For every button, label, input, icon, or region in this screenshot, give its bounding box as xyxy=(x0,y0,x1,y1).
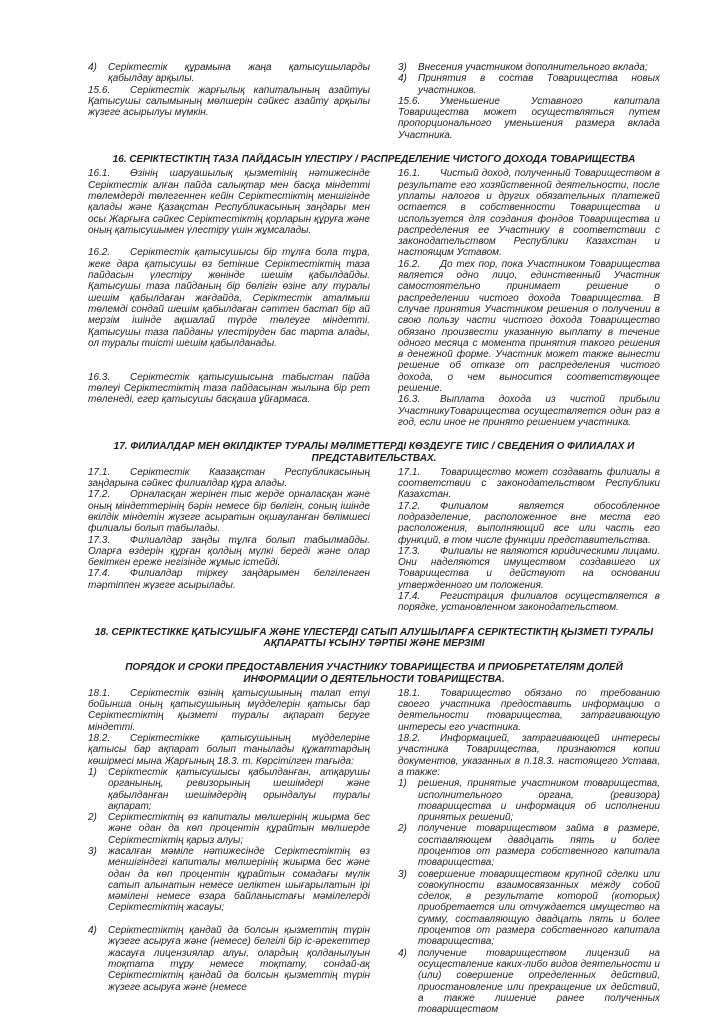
list-item xyxy=(88,812,370,846)
clause-text: Товарищество обязано по требованию своего участника предоставить информацию о деятельности товарищества, затрагивающую интересы его участника. xyxy=(398,687,660,733)
list-item xyxy=(398,948,660,1016)
clause-number: 17.3. xyxy=(88,534,111,546)
section-heading: 16. СЕРІКТЕСТІКТІҢ ТАЗА ПАЙДАСЫН ҮЛЕСТІРУ / РАСПРЕДЕЛЕНИЕ ЧИСТОГО ДОХОДА ТОВАРИЩЕСТВА xyxy=(112,154,636,166)
numbered-paragraph xyxy=(88,688,370,733)
numbered-paragraph xyxy=(398,591,660,614)
numbered-paragraph xyxy=(88,489,370,534)
two-column-row xyxy=(88,168,660,428)
clause-text: Орналасқан жерінен тыс жерде орналасқан және оның міндеттерінің бәрін немесе бір бөлігін, соның ішінде өкілдік міндетін жүзеге асыратын оқшауланған бөлімшесі филиалы болып табылады. xyxy=(88,489,370,535)
list-item xyxy=(398,869,660,948)
clause-text: Филиалдар заңды тұлға болып табылмайды. Оларға өздерін құрған қолдың мүлкі береді және олар бекіткен ереже негізінде жұмыс істейді. xyxy=(88,534,370,569)
clause-number: 4) xyxy=(88,62,97,73)
clause-number: 2) xyxy=(398,823,407,835)
clause-text: Филиалы не являются юридическими лицами. Они наделяются имуществом создавшего их Товарищества и действуют на основании утвержденного им положения. xyxy=(398,545,660,591)
numbered-paragraph xyxy=(88,247,370,349)
clause-number: 16.1. xyxy=(398,168,421,180)
clause-number: 16.2. xyxy=(88,247,111,259)
clause-number: 15.6. xyxy=(398,95,421,107)
list-item xyxy=(88,846,370,914)
list-item xyxy=(398,73,660,96)
numbered-paragraph xyxy=(398,394,660,428)
clause-text: Товарищество может создавать филиалы в соответствии с законодательством Республики Казахстан. xyxy=(398,466,660,501)
russian-column xyxy=(398,467,660,614)
russian-column xyxy=(398,688,660,1016)
clause-text: Уменьшение Уставного капитала Товарищества может осуществляться путем пропорционального уменьшения размера вклада Участника. xyxy=(398,95,660,141)
russian-column xyxy=(398,168,660,428)
clause-text: совершение товариществом крупной сделки или совокупности взаимосвязанных между собой сделок, в результате которой (которых) приобретается или отчуждается имущество на сумму, составляющую двадцать пять и более процентов от размера собственного капитала товарищества; xyxy=(418,868,660,948)
clause-number: 1) xyxy=(398,778,407,790)
clause-text: получение товариществом лицензий на осуществление каких-либо видов деятельности и (или) совершение определенных действий, приостановление или прекращение их действий, а также лишение ранее полученных товариществом xyxy=(418,947,660,1016)
clause-number: 16.2. xyxy=(398,258,421,270)
kazakh-column xyxy=(88,688,370,993)
clause-number: 16.3. xyxy=(398,394,421,406)
clause-number: 16.1. xyxy=(88,168,111,180)
list-item xyxy=(398,823,660,868)
list-item xyxy=(398,778,660,823)
clause-text: Выплата дохода из чистой прибыли УчастникуТоварищества осуществляется один раз в год, если иное не принято решением участника. xyxy=(398,394,660,428)
two-column-row xyxy=(88,467,660,614)
numbered-paragraph xyxy=(88,568,370,591)
kazakh-column xyxy=(88,467,370,591)
clause-number: 18.2. xyxy=(88,733,111,745)
clause-number: 17.1. xyxy=(398,466,421,478)
clause-text: Серіктестік жарғылық капиталының азайтуы Қатысушы салымының мөлшерін сәйкес азайту арқылы жүзеге асырылуы мүмкін. xyxy=(88,84,370,119)
russian-column xyxy=(398,62,660,141)
clause-text: Серіктестік қатысушысы қабылданған, атқарушы органының, ревизорының шешімдері және қабылданған шешімдердің орындалуы туралы ақпарат; xyxy=(108,766,370,812)
numbered-paragraph xyxy=(88,733,370,767)
section-heading: ПОРЯДОК И СРОКИ ПРЕДОСТАВЛЕНИЯ УЧАСТНИКУ ТОВАРИЩЕСТВА И ПРИОБРЕТАТЕЛЯМ ДОЛЕЙ ИНФОРМАЦИИ О ДЕЯТЕЛЬНОСТИ ТОВАРИЩЕСТВА. xyxy=(125,662,623,685)
clause-text: Серіктестікке қатысушының мүдделеріне қатысы бар ақпарат болып танылады құжаттардың көшірмесі мына Жарғының 18.3. т. Көрсітілген тағыда: xyxy=(88,733,370,767)
numbered-paragraph xyxy=(88,85,370,119)
list-item xyxy=(88,62,370,85)
numbered-paragraph xyxy=(88,372,370,406)
clause-text: Өзінің шаруашылық қызметінің нәтижесінде Серіктестік алған пайда салықтар мен басқа міндетті төлемдерді төлегеннен кейін Серіктестіктің меншігінде қалады және Қазақстан Республикасының заңдары мен осы Жарғыға сәйкес Серіктестіктің қорларын құруға және оның қатысушымен үлестіру үшін жұмсалады. xyxy=(88,168,370,236)
clause-text: Серіктестіктің өз капиталы мөлшерінің жиырма бес және одан да көп процентін құрайтын мөлшерде Серіктестіктің қарыз алуы; xyxy=(108,812,370,846)
clause-number: 16.3. xyxy=(88,371,111,383)
clause-text: Серіктестік өзінің қатысушының талап етуі бойынша оның қатысушының мүдделерін қатысы бар Серіктестіктің қызметі туралы ақпарат беруге міндетті. xyxy=(88,687,370,733)
numbered-paragraph xyxy=(398,546,660,591)
clause-text: Чистый доход, полученный Товариществом в результате его хозяйственной деятельности, после уплаты налогов и других обязательных платежей остается в собственности Товарищества и используется для создания фондов Товарищества и распределения ее Участнику в соответствии с законодательством Республики Казахстан и настоящим Уставом. xyxy=(398,168,660,259)
clause-text: Филиалом является обособленное подразделение, расположенное вне места его расположения, выполняющий все или часть его функций, в том числе функции представительства. xyxy=(398,500,660,546)
two-column-row xyxy=(88,62,660,141)
clause-text: Серіктестік құрамына жаңа қатысушыларды қабылдау арқылы. xyxy=(108,62,370,85)
clause-number: 17.4. xyxy=(88,568,111,580)
clause-text: Принятия в состав Товарищества новых участников. xyxy=(418,73,660,96)
clause-number: 17.3. xyxy=(398,545,421,557)
numbered-paragraph xyxy=(398,688,660,733)
kazakh-column xyxy=(88,62,370,118)
clause-number: 17.2. xyxy=(398,500,421,512)
clause-number: 17.1. xyxy=(88,466,111,478)
clause-number: 17.2. xyxy=(88,489,111,501)
numbered-paragraph xyxy=(88,467,370,490)
numbered-paragraph xyxy=(398,168,660,258)
clause-number: 18.2. xyxy=(398,733,421,745)
clause-number: 18.1. xyxy=(398,687,421,699)
clause-number: 15.6. xyxy=(88,84,111,96)
clause-text: Информацией, затрагивающей интересы участника Товарищества, признаются копии документов, указанных в п.18.3. настоящего Устава, а также: xyxy=(398,733,660,778)
clause-number: 4) xyxy=(398,947,407,959)
clause-text: Регистрация филиалов осуществляется в порядке, установленном законодательством. xyxy=(398,591,660,614)
clause-number: 1) xyxy=(88,766,97,778)
clause-text: Серіктестік қатысушысына табыстан пайда төлеуі Серіктестіктің таза пайдасынан жылына бір рет төленеді, егер қатысушы басқаша ұйғармаса. xyxy=(88,371,370,406)
clause-number: 17.4. xyxy=(398,591,421,603)
clause-text: До тех пор, пока Участником Товарищества является одно лицо, единственный Участник самостоятельно принимает решение о распределении чистого дохода Товарищества. В случае принятия Участником решения о получении в свою пользу части чистого дохода Товарищество обязано произвести указанную выплату в течение одного месяца с момента принятия такого решения в денежной форме. Участник может также вынести решение об отказе от распределения чистого дохода, о чем выносится соответствующее решение. xyxy=(398,258,660,395)
clause-text: Филиалдар тіркеу заңдарымен белгіленген тәртіппен жүзеге асырылады. xyxy=(88,568,370,591)
numbered-paragraph xyxy=(398,467,660,501)
clause-number: 3) xyxy=(398,868,407,880)
numbered-paragraph xyxy=(398,259,660,395)
clause-text: Серіктестіктің қандай да болсын қызметтің түрін жүзеге асыруға және (немесе) белгілі бір іс-әрекеттер жасауға лицензиялар алуы, олардың қолданылуын тоқтата тұру немесе тоқтату, сондай-ақ Серіктестіктің қандай да болсын қызметтің түрін жүзеге асыруға және (немесе xyxy=(108,925,370,993)
section-heading: 17. ФИЛИАЛДАР МЕН ӨКІЛДІКТЕР ТУРАЛЫ МӘЛІМЕТТЕРДІ КӨЗДЕУГЕ ТИІС / СВЕДЕНИЯ О ФИЛИАЛАХ И ПРЕДСТАВИТЕЛЬСТВАХ. xyxy=(113,441,635,464)
clause-text: получение товариществом займа в размере, составляющем двадцать пять и более процентов от размера собственного капитала товарищества; xyxy=(418,823,660,869)
clause-text: жасалған мәміле нәтижесінде Серіктестіктің өз меншігіндегі капиталы мөлшерінің жиырма бес және одан да көп процентін құрайтын сомадағы мүлік сатып алынатын немесе иеліктен шығарылатын ірі мәмілені немесе өзара байланыстағы мәмілелерді Серіктестіктің жасауы; xyxy=(108,846,370,914)
clause-text: Серіктестік қатысушысы бір тұлға бола тұра, жеке дара қатысушы өз бетінше Серіктестіктің таза пайдасын үлестіру жөнінде шешім қабылдайды. Қатысушы таза пайданың бір бөлігін өзіне алу туралы шешім қабылдаған жағдайда, Серіктестік аталмыш төлемді сондай шешім қабылдаған сәттен бастап бір ай мерзім ішінде ақшалай түрде төлеуге міндетті. Қатысушы таза пайданы үлестіруден бас тарта алады, ол туралы тиісті шешім қабылданады. xyxy=(88,247,370,349)
kazakh-column xyxy=(88,168,370,405)
clause-text: Серіктестік Каазақстан Республикасының заңдарына сәйкес филиалдар құра алады. xyxy=(88,466,370,490)
list-item xyxy=(398,62,660,73)
list-item xyxy=(88,767,370,812)
clause-text: Внесения участником дополнительного вклада; xyxy=(418,62,648,73)
numbered-paragraph xyxy=(398,733,660,778)
numbered-paragraph xyxy=(88,535,370,569)
numbered-paragraph xyxy=(398,501,660,546)
clause-text: решения, принятые участником товарищества, исполнительного органа, (ревизора) товарищества и информация об исполнении принятых решений; xyxy=(418,778,660,824)
clause-number: 2) xyxy=(88,812,97,824)
numbered-paragraph xyxy=(398,96,660,141)
list-item xyxy=(88,925,370,993)
numbered-paragraph xyxy=(88,168,370,236)
clause-number: 4) xyxy=(398,73,407,85)
section-heading: 18. СЕРІКТЕСТІККЕ ҚАТЫСУШЫҒА ЖӘНЕ ҮЛЕСТЕРДІ САТЫП АЛУШЫЛАРҒА СЕРІКТЕСТІКТІҢ ҚЫЗМЕТІ ТУРАЛЫ АҚПАРАТТЫ ҰСЫНУ ТӘРТІБІ ЖӘНЕ МЕРЗІМІ xyxy=(94,626,654,649)
clause-number: 4) xyxy=(88,925,97,937)
two-column-row xyxy=(88,688,660,1016)
clause-number: 18.1. xyxy=(88,687,111,699)
clause-number: 3) xyxy=(88,846,97,857)
clause-number: 3) xyxy=(398,62,407,73)
